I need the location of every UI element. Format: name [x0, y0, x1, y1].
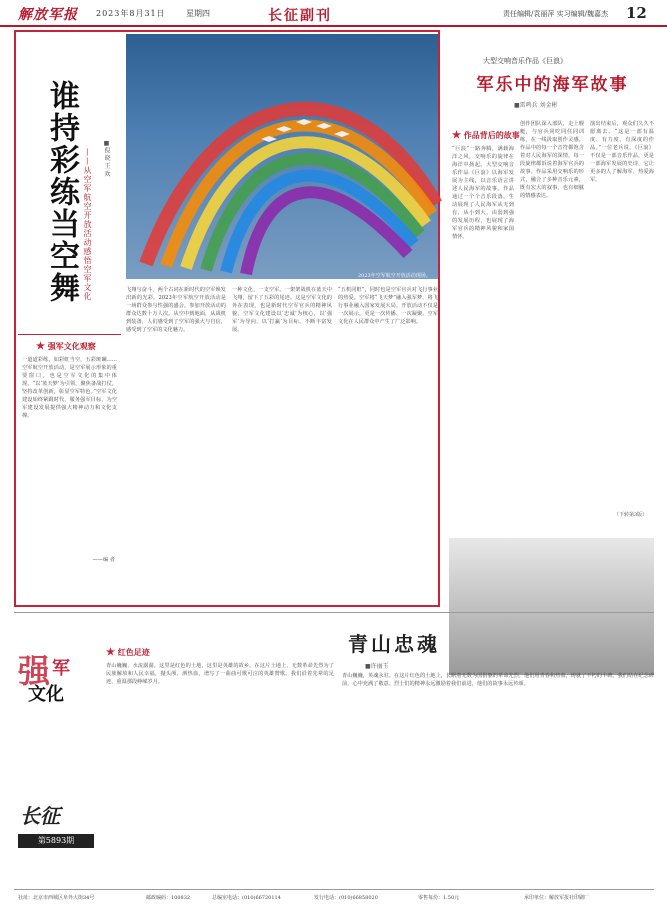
logo-char-2: 文化 — [28, 684, 64, 705]
orchestra-photo — [449, 538, 654, 675]
right-section-text: 作品背后的故事 — [463, 130, 520, 140]
photo-caption: 2023年空军航空开放活动现场。 — [358, 273, 431, 279]
right-column-1-text: “巨浪”一路奔腾，满载海洋之风，交响乐的旋律在海洋中扬起。大型交响音乐作品《巨浪》以海军发展为主线，以音乐语言讲述人民海军的故事。作品通过一个个音乐段落，生动展现了人民海军从无到有、从小到大、由弱到强的发展历程，也展现了海军官兵的精神风貌和家国情怀。 — [452, 146, 514, 240]
rainbow-smoke-image — [126, 34, 438, 279]
sidebar-text: 一道道彩练，如彩虹当空，五彩斑斓……空军航空开放活动，是空军展示形象的重要窗口，也是空军文化的集中体现。“以‘蓝天梦’为引领，聚焦备战打仗，坚持改革创新，彰显空军特色。”空军文化建设始终紧跟时代，服务强军目标，为空军建设发展提供强大精神动力和文化支撑。 — [22, 357, 117, 419]
page-number: 12 — [626, 4, 647, 22]
logo-char-1: 军 — [52, 658, 70, 679]
editors: 责任编辑/袁丽萍 实习编辑/魏嘉杰 — [503, 10, 608, 18]
article-byline: ■倪 晓 王 欢 — [103, 140, 110, 177]
footer-printer: 承印单位：解放军报社印刷厂 — [524, 895, 590, 901]
newspaper-logo: 解放军报 — [18, 7, 78, 23]
star-icon: ★ — [452, 130, 461, 141]
column-3-text: “五机同框”，同时也是空军官兵对飞行事业的热爱。空军将“飞天梦”融入强军梦，将飞行事业融入国家发展大局。开放活动不仅是一次展示，更是一次传播、一次凝聚。空军文化在人民群众中产生了广泛影响。 — [338, 287, 438, 325]
page-header — [0, 0, 667, 27]
footer-price: 零售每份：1.50元 — [418, 895, 460, 901]
footer-tel-distribution: 发行电话：(010)66858020 — [314, 895, 378, 901]
red-footprint-title — [106, 647, 150, 658]
article-title: 谁持彩练当空舞 — [44, 80, 79, 304]
article-column-1 — [126, 286, 226, 604]
qingshan-column — [342, 672, 654, 884]
right-column-3 — [590, 120, 654, 508]
weekday: 星期四 — [186, 9, 210, 18]
section-name: 长征副刊 — [268, 8, 332, 24]
red-footprint-text: 红色足迹 — [117, 647, 150, 657]
photo-credit: 李 锦 摄 — [478, 273, 484, 293]
sidebar-title-text: 强军文化观察 — [47, 341, 96, 351]
red-footprint-body: 青山巍巍，水流潺潺。这里是红色的土地，这里是英雄的故乡。在这片土地上，无数革命先烈为了民族解放和人民幸福，抛头颅、洒热血，谱写了一曲曲可歌可泣的英雄赞歌。我们沿着先辈的足迹，重温那段峥嵘岁月。 — [106, 663, 334, 685]
right-column-1 — [452, 145, 514, 530]
article-column-2 — [232, 286, 332, 604]
issue-number: 第5893期 — [18, 834, 94, 848]
star-icon: ★ — [36, 341, 45, 352]
article-column-3 — [338, 286, 438, 604]
page-footer — [14, 889, 654, 903]
article-subtitle: ——从空军航空开放活动感悟空军文化 — [83, 148, 92, 301]
footer-tel-editorial: 总编室电话：(010)66720114 — [212, 895, 281, 901]
qingshan-byline: ■许丽玉 — [365, 663, 389, 670]
issue-date: 2023年8月31日 — [96, 9, 166, 18]
footer-address: 社址：北京市西城区阜外大街34号 — [18, 895, 95, 901]
sidebar-title — [36, 341, 121, 352]
logo-big-char: 强 — [18, 652, 51, 690]
qingshan-title: 青山忠魂 — [348, 632, 440, 656]
right-section-label — [452, 130, 520, 141]
column-1-text: 飞翔与奋斗，两个古词在新时代的空军焕发出新的光彩。2023年空军航空开放活动是一场群众参与性强的盛会。参加开放活动的群众达数十万人次。从空中到地面，从战机到装备，人们感受到了空军的强大与自信，感受到了空军的文化魅力。 — [126, 287, 226, 333]
footer-zip: 邮政编码：100832 — [146, 895, 191, 901]
red-footprint-column — [106, 662, 334, 884]
right-column-2-text: 创作团队深入部队，走上舰艇，与官兵同吃同住同训练，在一线汲取创作灵感。作品中的每一个音符都饱含着对人民海军的深情，每一段旋律都诉说着海军官兵的故事。作品采用交响乐的形式，融合了多种音乐元素，既有宏大的叙事，也有细腻的情感表达。 — [520, 121, 584, 199]
right-article-title: 军乐中的海军故事 — [476, 75, 629, 95]
section-logo — [18, 648, 78, 712]
right-continuation: （下转第3版） — [614, 512, 648, 518]
column-2-text: 一种文化，一支空军。一架架战机在蓝天中飞翔，留下了五彩的尾迹。这是空军文化的外在表现，也是新时代空军官兵的精神风貌。空军文化建设以‘忠诚’为核心，以‘强军’为导向，以‘打赢’为目标，不断丰富发展。 — [232, 287, 332, 333]
right-article-subtitle: 大型交响音乐作品《巨浪》 — [483, 57, 567, 65]
qingshan-body: 青山巍巍，英魂永驻。在这片红色的土地上，长眠着无数为国捐躯的革命先烈。他们用青春和热血，铸就了不朽的丰碑。我们站在纪念碑前，心中充满了敬意。烈士们的精神永远激励着我们前进，他们的故事永远传颂。 — [342, 673, 654, 687]
right-column-3-text: 演出结束后，观众们久久不愿离去。“这是一部有温度、有力度、有深度的作品。”一位老兵说。《巨浪》不仅是一部音乐作品，更是一部海军发展的史诗，它让更多的人了解海军、热爱海军。 — [590, 121, 654, 183]
sidebar-signature: ——编 者 — [92, 557, 115, 563]
sidebar-box — [18, 334, 121, 604]
right-column-2 — [520, 120, 584, 530]
changzheng-logo: 长征 — [20, 804, 60, 828]
bottom-divider — [14, 612, 654, 613]
star-icon: ★ — [106, 647, 115, 658]
right-article-byline: ■雷鸣兵 刘金彬 — [514, 102, 558, 109]
